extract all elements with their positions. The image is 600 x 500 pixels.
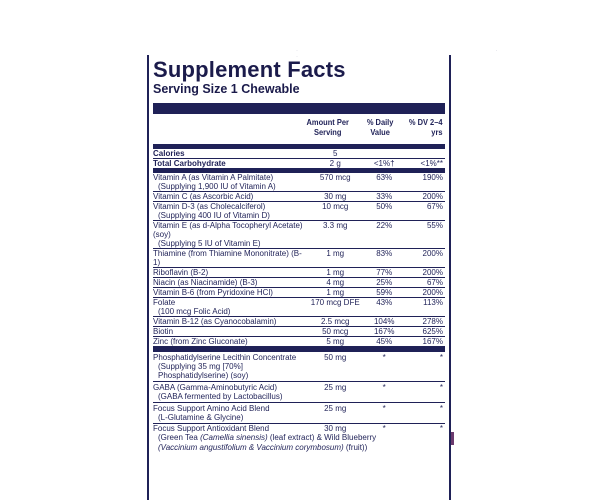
nutrient-amount: 4 mg bbox=[326, 278, 345, 287]
column-header-amount: Amount Per Serving bbox=[306, 117, 350, 137]
scan-specks: · · · bbox=[296, 48, 596, 60]
nutrient-row-carbohydrate bbox=[153, 159, 445, 168]
nutrient-dv-kids: 200% bbox=[422, 192, 443, 201]
column-header-dv: % Daily Value bbox=[366, 117, 393, 137]
nutrient-dv: 83% bbox=[376, 249, 393, 258]
nutrient-name bbox=[153, 327, 308, 336]
nutrient-row bbox=[153, 382, 445, 403]
nutrient-amount: 1 mg bbox=[326, 288, 345, 297]
nutrient-amount: 2 g bbox=[329, 159, 341, 168]
blend-text: (leaf extract) & Wild Blueberry bbox=[267, 433, 377, 442]
nutrient-amount: 10 mcg bbox=[322, 202, 349, 211]
nutrient-name bbox=[153, 221, 308, 248]
nutrient-dv: 25% bbox=[376, 278, 393, 287]
nutrient-row bbox=[153, 173, 445, 192]
nutrient-label: Vitamin B-6 (from Pyridoxine HCl) bbox=[153, 288, 273, 297]
nutrient-dv: <1%† bbox=[373, 159, 395, 168]
nutrient-name bbox=[153, 383, 308, 401]
nutrient-name bbox=[153, 202, 308, 220]
nutrient-dv-kids: 67% bbox=[426, 202, 443, 211]
nutrient-dv-kids bbox=[406, 149, 445, 158]
nutrient-name bbox=[153, 424, 308, 433]
blend-text: (fruit)) bbox=[343, 442, 368, 452]
nutrient-label: Riboflavin (B-2) bbox=[153, 268, 209, 277]
nutrient-name bbox=[153, 404, 308, 422]
nutrient-sublabel: (L-Glutamine & Glycine) bbox=[158, 413, 244, 422]
blend-text: (Green Tea bbox=[158, 433, 201, 442]
nutrient-name bbox=[153, 192, 308, 201]
nutrient-row bbox=[153, 317, 445, 327]
nutrient-dv: 59% bbox=[376, 288, 393, 297]
blend-name: Focus Support Antioxidant Blend bbox=[153, 424, 270, 433]
nutrient-name bbox=[153, 337, 308, 346]
nutrient-amount: 5 mg bbox=[326, 337, 345, 346]
nutrient-name bbox=[153, 278, 308, 287]
nutrient-name: Calories bbox=[153, 149, 185, 158]
nutrient-dv: 104% bbox=[373, 317, 395, 326]
thick-divider bbox=[153, 103, 445, 114]
nutrient-name bbox=[153, 249, 308, 267]
nutrient-label: Vitamin D-3 (as Cholecalciferol) bbox=[153, 202, 266, 211]
nutrient-dv-kids: 55% bbox=[426, 221, 443, 230]
nutrient-name bbox=[153, 268, 308, 277]
nutrient-label: Vitamin C (as Ascorbic Acid) bbox=[153, 192, 254, 201]
nutrient-dv-kids: 200% bbox=[422, 268, 443, 277]
nutrient-label: Vitamin A (as Vitamin A Palmitate) bbox=[153, 173, 274, 182]
nutrient-amount: 5 bbox=[333, 149, 338, 158]
nutrient-label: Focus Support Amino Acid Blend bbox=[153, 404, 270, 413]
label-edge-tab bbox=[451, 432, 454, 445]
nutrient-dv: 50% bbox=[376, 202, 393, 211]
nutrient-sublabel: (Supplying 1,900 IU of Vitamin A) bbox=[158, 182, 276, 191]
nutrient-label: Vitamin B-12 (as Cyanocobalamin) bbox=[153, 317, 277, 326]
nutrient-amount: 2.5 mcg bbox=[320, 317, 350, 326]
nutrient-row bbox=[153, 288, 445, 298]
nutrient-label: Niacin (as Niacinamide) (B-3) bbox=[153, 278, 258, 287]
nutrient-name: Total Carbohydrate bbox=[153, 159, 226, 168]
nutrient-sublabel: (Supplying 400 IU of Vitamin D) bbox=[158, 211, 270, 220]
nutrient-dv-kids: 278% bbox=[422, 317, 443, 326]
nutrient-label: Thiamine (from Thiamine Mononitrate) (B-1) bbox=[153, 249, 302, 267]
column-header-row bbox=[153, 114, 445, 144]
nutrient-row-blend bbox=[153, 424, 445, 433]
nutrient-dv: 77% bbox=[376, 268, 393, 277]
nutrient-name bbox=[153, 288, 308, 297]
nutrient-dv-kids: 167% bbox=[422, 337, 443, 346]
nutrient-amount: 30 mg bbox=[324, 424, 347, 433]
nutrient-dv-kids: 625% bbox=[422, 327, 443, 336]
nutrient-row bbox=[153, 327, 445, 337]
nutrient-dv-kids: * bbox=[439, 424, 443, 433]
nutrient-dv: * bbox=[382, 404, 386, 413]
nutrient-label: Biotin bbox=[153, 327, 174, 336]
nutrient-label: Phosphatidylserine Lecithin Concentrate bbox=[153, 353, 297, 362]
nutrient-dv: * bbox=[382, 383, 386, 392]
nutrient-name bbox=[153, 317, 308, 326]
supplement-facts-panel bbox=[147, 55, 451, 500]
nutrient-amount: 50 mcg bbox=[322, 327, 349, 336]
nutrient-dv-kids: 113% bbox=[423, 298, 443, 307]
column-header-dv-kids: % DV 2–4 yrs bbox=[408, 117, 443, 137]
nutrient-row bbox=[153, 278, 445, 288]
nutrient-dv-kids: * bbox=[439, 404, 443, 413]
nutrient-row bbox=[153, 403, 445, 424]
nutrient-dv: 43% bbox=[376, 298, 393, 307]
nutrient-label: GABA (Gamma-Aminobutyric Acid) bbox=[153, 383, 278, 392]
nutrient-dv-kids: <1%** bbox=[420, 159, 443, 168]
nutrient-row bbox=[153, 192, 445, 202]
blend-description bbox=[153, 433, 445, 452]
nutrient-amount: 25 mg bbox=[324, 404, 347, 413]
nutrient-sublabel: (Supplying 35 mg [70%] Phosphatidylserine) (soy) bbox=[158, 362, 249, 380]
other-ingredient-list bbox=[153, 352, 445, 424]
nutrient-dv-kids: * bbox=[439, 353, 443, 362]
nutrient-sublabel: (Supplying 5 IU of Vitamin E) bbox=[158, 239, 261, 248]
nutrient-dv-kids: 200% bbox=[422, 249, 443, 258]
nutrient-name bbox=[153, 353, 308, 380]
nutrient-dv: 45% bbox=[376, 337, 393, 346]
blend-text-italic: (Camellia sinensis) bbox=[200, 433, 268, 442]
nutrient-dv: * bbox=[382, 424, 386, 433]
panel-title: Supplement Facts bbox=[153, 57, 346, 82]
vitamin-list bbox=[153, 173, 445, 347]
nutrient-row bbox=[153, 221, 445, 249]
nutrient-amount: 170 mcg DFE bbox=[310, 298, 360, 307]
nutrient-amount: 50 mg bbox=[324, 353, 347, 362]
nutrient-dv-kids: 190% bbox=[422, 173, 443, 182]
nutrient-dv: 63% bbox=[376, 173, 393, 182]
blend-text-italic: (Vaccinium angustifolium & Vaccinium corymbosum) bbox=[158, 442, 344, 452]
nutrient-row bbox=[153, 268, 445, 278]
nutrient-sublabel: (100 mcg Folic Acid) bbox=[158, 307, 231, 316]
nutrient-dv: 167% bbox=[373, 327, 395, 336]
nutrient-dv: 22% bbox=[376, 221, 393, 230]
nutrient-label: Vitamin E (as d-Alpha Tocopheryl Acetate) (soy) bbox=[153, 221, 303, 239]
nutrient-row-calories bbox=[153, 149, 445, 159]
nutrient-dv bbox=[363, 149, 406, 158]
nutrient-sublabel: (GABA fermented by Lactobacillus) bbox=[158, 392, 283, 401]
nutrient-row bbox=[153, 337, 445, 347]
nutrient-row bbox=[153, 249, 445, 268]
nutrient-label: Zinc (from Zinc Gluconate) bbox=[153, 337, 248, 346]
nutrient-amount: 1 mg bbox=[326, 249, 345, 258]
nutrient-row bbox=[153, 202, 445, 221]
nutrient-dv-kids: 67% bbox=[426, 278, 443, 287]
nutrient-dv: * bbox=[382, 353, 386, 362]
nutrient-name bbox=[153, 173, 308, 191]
nutrient-amount: 3.3 mg bbox=[322, 221, 348, 230]
nutrient-amount: 570 mcg bbox=[319, 173, 351, 182]
nutrient-row bbox=[153, 352, 445, 382]
nutrient-dv-kids: * bbox=[439, 383, 443, 392]
nutrient-dv-kids: 200% bbox=[422, 288, 443, 297]
nutrient-name bbox=[153, 298, 308, 316]
nutrient-row bbox=[153, 298, 445, 317]
nutrient-amount: 30 mg bbox=[324, 192, 347, 201]
serving-size: Serving Size 1 Chewable bbox=[153, 82, 300, 96]
nutrient-amount: 1 mg bbox=[326, 268, 345, 277]
nutrient-label: Folate bbox=[153, 298, 176, 307]
nutrient-amount: 25 mg bbox=[324, 383, 347, 392]
nutrient-dv: 33% bbox=[376, 192, 393, 201]
